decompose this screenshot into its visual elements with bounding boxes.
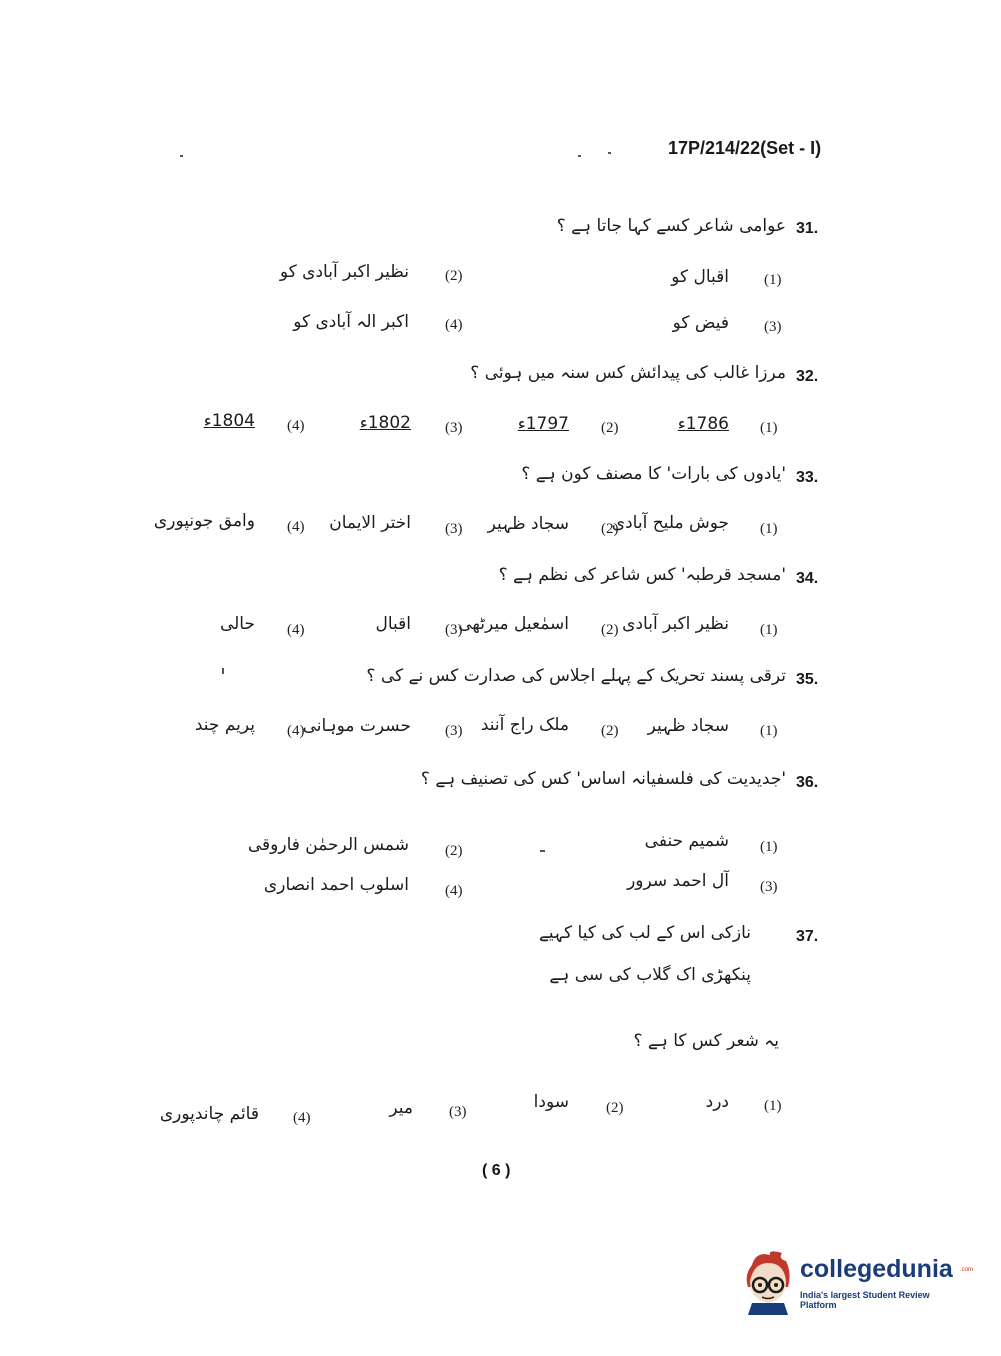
option-number: (2) [445,843,463,859]
option-number: (2) [601,420,619,436]
question-number: 36. [796,774,819,791]
question-number: 32. [796,368,819,385]
collegedunia-logo [738,1247,974,1319]
question-text: ترقی پسند تحریک کے پہلے اجلاس کی صدارت کس نے کی ؟ [366,666,786,686]
option-number: (3) [449,1104,467,1120]
option-number: (3) [445,723,463,739]
question-number: 35. [796,671,819,688]
option-number: (4) [287,418,305,434]
question-text: عوامی شاعر کسے کہا جاتا ہے ؟ [556,216,786,236]
page-number: ( 6 ) [482,1162,511,1179]
scan-speck [540,850,545,852]
scan-speck [222,668,224,674]
option-number: (3) [445,420,463,436]
option-number: (1) [760,622,778,638]
question-text: 'یادوں کی بارات' کا مصنف کون ہے ؟ [521,464,786,484]
option-text: نظیر اکبر آبادی [622,614,729,634]
option-number: (3) [764,319,782,335]
option-text: پریم چند [194,715,255,735]
option-number: (4) [287,622,305,638]
option-text: سودا [533,1092,569,1112]
paper-code: 17P/214/22(Set - I) [668,138,822,158]
option-number: (4) [287,519,305,535]
option-text: اکبر الہ آبادی کو [293,312,409,332]
verse-line-2: پنکھڑی اک گلاب کی سی ہے [549,965,751,985]
option-number: (4) [445,317,463,333]
option-number: (2) [606,1100,624,1116]
brand-name: collegedunia [800,1255,953,1283]
option-number: (2) [601,622,619,638]
option-number: (3) [445,622,463,638]
option-text: اختر الایمان [329,513,411,533]
mascot-icon [738,1247,796,1317]
option-text: اقبال کو [671,267,729,287]
option-text: سجاد ظہیر [647,716,729,736]
option-text: شمیم حنفی [644,831,729,851]
option-text: آل احمد سرور [627,871,729,891]
option-text: حالی [219,614,255,634]
question-number: 34. [796,570,819,587]
question-number: 33. [796,469,819,486]
option-number: (2) [445,268,463,284]
brand-tagline: India's largest Student Review Platform [800,1290,930,1310]
question-text: 'مسجد قرطبہ' کس شاعر کی نظم ہے ؟ [498,565,786,585]
option-text: 1804ء [203,411,255,431]
option-number: (2) [601,521,619,537]
option-number: (1) [760,723,778,739]
scan-speck [578,155,581,157]
question-text: یہ شعر کس کا ہے ؟ [633,1031,779,1051]
option-text: قائم چاندپوری [159,1104,259,1124]
option-number: (1) [760,839,778,855]
option-text: درد [705,1092,729,1112]
scan-speck [180,155,183,157]
option-text: نظیر اکبر آبادی کو [279,262,409,282]
option-text: شمس الرحمٰن فاروقی [247,835,409,855]
question-number: 37. [796,928,819,945]
option-number: (3) [760,879,778,895]
brand-domain: .com [960,1267,974,1273]
option-text: حسرت موہانی [302,716,411,736]
option-number: (2) [601,723,619,739]
option-text: میر [389,1098,413,1118]
verse-line-1: نازکی اس کے لب کی کیا کہیے [538,923,751,943]
option-text: جوش ملیح آبادی [611,513,729,533]
option-text: فیض کو [672,313,729,333]
option-number: (4) [287,723,305,739]
question-text: 'جدیدیت کی فلسفیانہ اساس' کس کی تصنیف ہے ؟ [420,769,786,789]
question-number: 31. [796,220,819,237]
option-text: اسلوب احمد انصاری [263,875,409,895]
option-text: سجاد ظہیر [487,514,569,534]
option-number: (1) [764,272,782,288]
option-text: اسمٰعیل میرٹھی [458,614,569,634]
option-number: (1) [760,420,778,436]
option-text: 1802ء [359,413,411,433]
option-number: (4) [293,1110,311,1126]
question-text: مرزا غالب کی پیدائش کس سنہ میں ہوئی ؟ [470,363,786,383]
option-text: 1786ء [677,414,729,434]
option-text: 1797ء [517,414,569,434]
option-number: (3) [445,521,463,537]
option-text: ملک راج آنند [480,715,569,735]
option-number: (1) [764,1098,782,1114]
option-number: (4) [445,883,463,899]
scan-speck [608,152,611,154]
option-text: اقبال [375,614,411,634]
option-number: (1) [760,521,778,537]
option-text: وامق جونپوری [153,511,255,531]
